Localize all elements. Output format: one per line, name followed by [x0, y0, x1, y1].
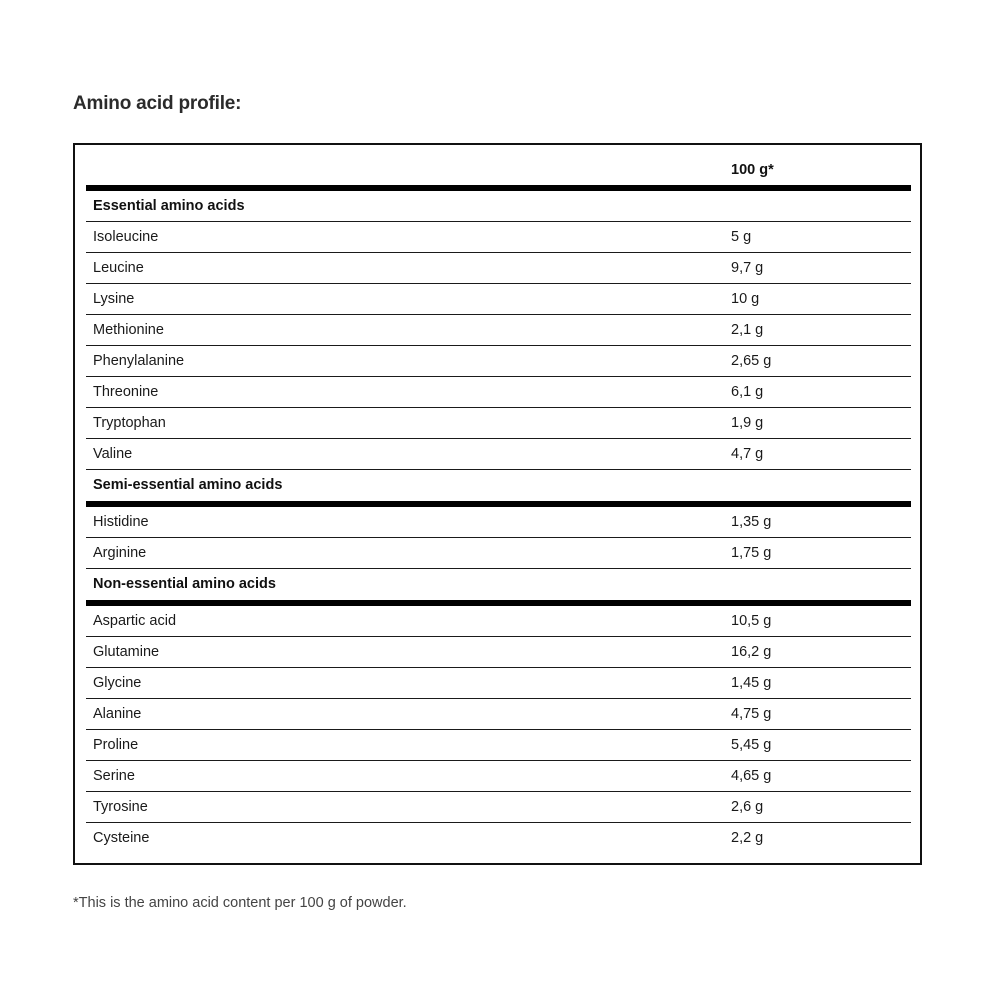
- amino-acid-name: Proline: [93, 737, 139, 753]
- table-row: [86, 792, 911, 823]
- amino-acid-value: 1,45 g: [731, 675, 772, 691]
- table-row: [86, 439, 911, 470]
- table-row: [86, 377, 911, 408]
- amino-acid-value: 1,9 g: [731, 415, 764, 431]
- amino-acid-value: 10 g: [731, 291, 760, 307]
- amino-acid-name: Glutamine: [93, 644, 160, 660]
- amino-acid-name: Arginine: [93, 545, 147, 561]
- amino-acid-name: Tyrosine: [93, 799, 148, 815]
- amino-acid-name: Methionine: [93, 322, 164, 338]
- table-row: [86, 315, 911, 346]
- amino-acid-value: 5 g: [731, 229, 752, 245]
- amino-acid-name: Cysteine: [93, 830, 150, 846]
- amino-acid-name: Valine: [93, 446, 133, 462]
- amino-acid-name: Leucine: [93, 260, 144, 276]
- amino-acid-value: 4,75 g: [731, 706, 772, 722]
- amino-acid-name: Alanine: [93, 706, 142, 722]
- table-row: [86, 284, 911, 315]
- amino-acid-value: 2,2 g: [731, 830, 764, 846]
- amino-acid-name: Isoleucine: [93, 229, 159, 245]
- section-title-semi-essential: Semi-essential amino acids: [93, 477, 283, 493]
- table-row: [86, 730, 911, 761]
- amino-acid-table: [73, 143, 922, 865]
- amino-acid-name: Threonine: [93, 384, 159, 400]
- amino-acid-value: 4,65 g: [731, 768, 772, 784]
- amino-acid-value: 16,2 g: [731, 644, 772, 660]
- table-row: [86, 823, 911, 853]
- amino-acid-name: Serine: [93, 768, 135, 784]
- table-row: [86, 538, 911, 569]
- amino-acid-value: 6,1 g: [731, 384, 764, 400]
- amino-acid-name: Phenylalanine: [93, 353, 185, 369]
- section-title-non-essential: Non-essential amino acids: [93, 576, 276, 592]
- page-title: Amino acid profile:: [73, 93, 242, 114]
- amino-acid-name: Glycine: [93, 675, 142, 691]
- table-row: [86, 606, 911, 637]
- column-header-per-100g: 100 g*: [731, 162, 774, 178]
- amino-acid-value: 2,65 g: [731, 353, 772, 369]
- amino-acid-name: Aspartic acid: [93, 613, 177, 629]
- amino-acid-name: Histidine: [93, 514, 149, 530]
- table-row: [86, 346, 911, 377]
- amino-acid-value: 4,7 g: [731, 446, 764, 462]
- table-row: [86, 761, 911, 792]
- table-row: [86, 222, 911, 253]
- amino-acid-value: 5,45 g: [731, 737, 772, 753]
- table-row: [86, 507, 911, 538]
- table-header-row: [86, 145, 911, 185]
- amino-acid-name: Lysine: [93, 291, 135, 307]
- footnote: *This is the amino acid content per 100 g of powder.: [73, 895, 407, 911]
- table-row: [86, 637, 911, 668]
- table-row: [86, 253, 911, 284]
- amino-acid-value: 10,5 g: [731, 613, 772, 629]
- amino-acid-name: Tryptophan: [93, 415, 166, 431]
- amino-acid-value: 1,35 g: [731, 514, 772, 530]
- amino-acid-value: 1,75 g: [731, 545, 772, 561]
- table-row: [86, 408, 911, 439]
- amino-acid-value: 9,7 g: [731, 260, 764, 276]
- amino-acid-value: 2,1 g: [731, 322, 764, 338]
- amino-acid-value: 2,6 g: [731, 799, 764, 815]
- section-title-essential: Essential amino acids: [86, 191, 911, 222]
- table-row: [86, 668, 911, 699]
- table-row: [86, 699, 911, 730]
